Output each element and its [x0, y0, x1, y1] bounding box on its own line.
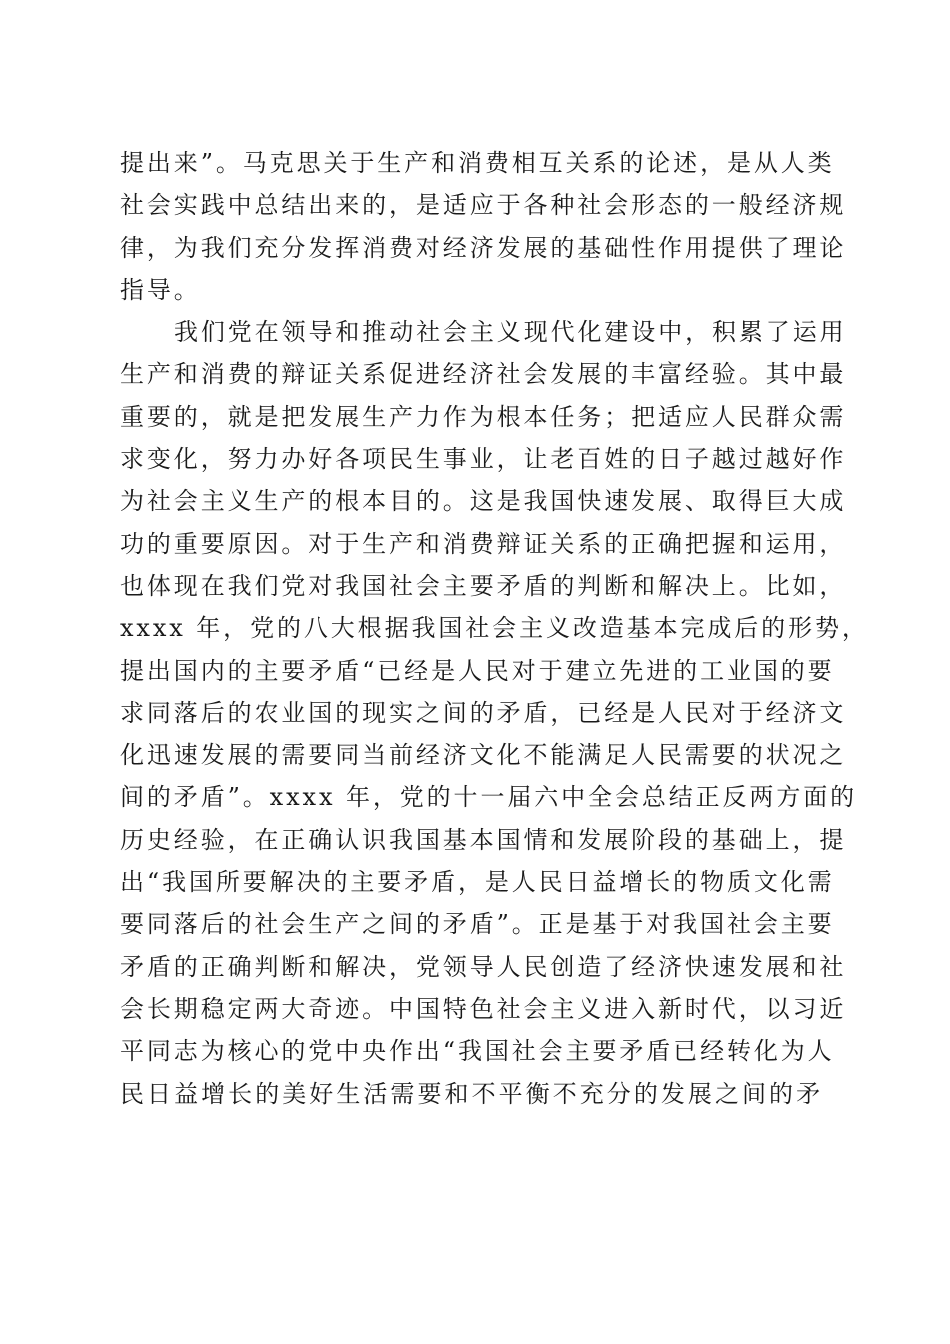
- text-line: 平同志为核心的党中央作出“我国社会主要矛盾已经转化为人: [120, 1037, 835, 1066]
- text-line: 生产和消费的辩证关系促进经济社会发展的丰富经验。其中最: [120, 360, 847, 389]
- text-line: 间的矛盾”。xxxx 年，党的十一届六中全会总结正反两方面的: [120, 783, 858, 812]
- text-line: 历史经验，在正确认识我国基本国情和发展阶段的基础上，提: [120, 825, 847, 854]
- paragraph-2: [120, 311, 869, 1115]
- text-line: 提出国内的主要矛盾“已经是人民对于建立先进的工业国的要: [120, 656, 835, 685]
- text-line: 求变化，努力办好各项民生事业，让老百姓的日子越过越好作: [120, 445, 847, 474]
- text-line: 提出来”。马克思关于生产和消费相互关系的论述，是从人类: [120, 149, 835, 177]
- text-line: xxxx 年，党的八大根据我国社会主义改造基本完成后的形势，: [120, 614, 869, 643]
- text-line: 指导。: [120, 275, 201, 304]
- text-line: 民日益增长的美好生活需要和不平衡不充分的发展之间的矛: [120, 1079, 823, 1108]
- text-line: 化迅速发展的需要同当前经济文化不能满足人民需要的状况之: [120, 741, 847, 770]
- text-line: 出“我国所要解决的主要矛盾，是人民日益增长的物质文化需: [120, 868, 835, 897]
- text-line: 我们党在领导和推动社会主义现代化建设中，积累了运用: [174, 318, 847, 347]
- text-line: 社会实践中总结出来的，是适应于各种社会形态的一般经济规: [120, 191, 847, 220]
- text-line: 重要的，就是把发展生产力作为根本任务；把适应人民群众需: [120, 402, 847, 431]
- text-line: 矛盾的正确判断和解决，党领导人民创造了经济快速发展和社: [120, 952, 847, 981]
- text-line: 律，为我们充分发挥消费对经济发展的基础性作用提供了理论: [120, 233, 847, 262]
- paragraph-1: [120, 142, 847, 311]
- text-line: 功的重要原因。对于生产和消费辩证关系的正确把握和运用，: [120, 529, 847, 558]
- text-line: 为社会主义生产的根本目的。这是我国快速发展、取得巨大成: [120, 487, 847, 516]
- document-body: [120, 142, 869, 1115]
- text-line: 会长期稳定两大奇迹。中国特色社会主义进入新时代，以习近: [120, 994, 847, 1023]
- text-line: 求同落后的农业国的现实之间的矛盾，已经是人民对于经济文: [120, 698, 847, 727]
- text-line: 要同落后的社会生产之间的矛盾”。正是基于对我国社会主要: [120, 910, 835, 939]
- text-line: 也体现在我们党对我国社会主要矛盾的判断和解决上。比如，: [120, 571, 847, 600]
